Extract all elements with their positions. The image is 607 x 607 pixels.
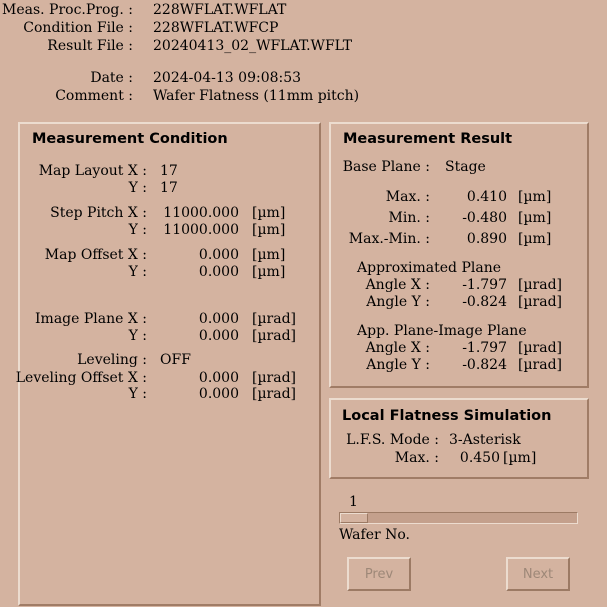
next-button-label: Next [522,566,554,582]
map-offset-x-label: Map Offset X : [44,247,147,263]
result-max-label: Max. : [385,189,430,205]
result-file-value: 20240413_02_WFLAT.WFLT [153,38,353,54]
image-plane-y-unit: [µrad] [252,328,297,344]
wafer-number-label: Wafer No. [339,527,411,543]
result-maxmin-unit: [µm] [518,231,552,247]
approx-angle-x-label: Angle X : [365,277,430,293]
comment-value: Wafer Flatness (11mm pitch) [153,88,360,104]
step-pitch-y-label: Y : [128,222,147,238]
condition-file-value: 228WFLAT.WFCP [153,20,279,36]
app-angle-x-unit: [µrad] [518,340,563,356]
lfs-max-label: Max. : [394,450,439,466]
result-min-value: -0.480 [462,210,507,226]
map-layout-y-label: Y : [128,180,147,196]
leveling-offset-x-value: 0.000 [198,370,239,386]
map-layout-x-value: 17 [160,163,178,179]
lfs-title: Local Flatness Simulation [342,408,552,424]
result-max-unit: [µm] [518,189,552,205]
approx-angle-x-value: -1.797 [462,277,507,293]
date-value: 2024-04-13 09:08:53 [153,70,302,86]
next-button[interactable] [506,557,570,591]
image-plane-x-label: Image Plane X : [35,311,147,327]
app-angle-y-unit: [µrad] [518,357,563,373]
map-offset-y-label: Y : [128,264,147,280]
result-max-value: 0.410 [466,189,507,205]
map-offset-y-unit: [µm] [252,264,286,280]
image-plane-x-value: 0.000 [198,311,239,327]
result-min-unit: [µm] [518,210,552,226]
meas-proc-prog-label: Meas. Proc.Prog. : [1,2,133,18]
app-angle-y-value: -0.824 [462,357,507,373]
wafer-number-value: 1 [349,494,358,510]
step-pitch-x-value: 11000.000 [163,205,239,221]
app-angle-x-value: -1.797 [462,340,507,356]
app-angle-x-label: Angle X : [365,340,430,356]
wafer-slider[interactable] [339,512,578,524]
leveling-label: Leveling : [77,352,147,368]
lfs-mode-value: 3-Asterisk [449,432,521,448]
approx-angle-x-unit: [µrad] [518,277,563,293]
lfs-max-value: 0.450 [459,450,500,466]
result-maxmin-label: Max.-Min. : [348,231,430,247]
approx-angle-y-value: -0.824 [462,294,507,310]
result-file-label: Result File : [47,38,133,54]
step-pitch-x-label: Step Pitch X : [50,205,147,221]
map-layout-x-label: Map Layout X : [38,163,147,179]
approx-angle-y-label: Angle Y : [366,294,430,310]
step-pitch-x-unit: [µm] [252,205,286,221]
prev-button-label: Prev [364,566,394,582]
condition-file-label: Condition File : [23,20,133,36]
base-plane-label: Base Plane : [342,159,430,175]
app-image-plane-title: App. Plane-Image Plane [357,323,527,339]
result-min-label: Min. : [388,210,430,226]
leveling-offset-x-label: Leveling Offset X : [15,370,147,386]
step-pitch-y-value: 11000.000 [163,222,239,238]
map-offset-x-value: 0.000 [198,247,239,263]
date-label: Date : [90,70,133,86]
lfs-max-unit: [µm] [503,450,537,466]
map-offset-x-unit: [µm] [252,247,286,263]
app-angle-y-label: Angle Y : [366,357,430,373]
approx-angle-y-unit: [µrad] [518,294,563,310]
map-layout-y-value: 17 [160,180,178,196]
prev-button[interactable] [347,557,411,591]
result-maxmin-value: 0.890 [466,231,507,247]
meas-proc-prog-value: 228WFLAT.WFLAT [153,2,287,18]
comment-label: Comment : [55,88,133,104]
step-pitch-y-unit: [µm] [252,222,286,238]
leveling-offset-y-unit: [µrad] [252,386,297,402]
measurement-result-title: Measurement Result [343,131,513,147]
approximated-plane-title: Approximated Plane [357,260,502,276]
wafer-slider-thumb[interactable] [340,513,368,523]
measurement-condition-title: Measurement Condition [32,131,228,147]
map-offset-y-value: 0.000 [198,264,239,280]
base-plane-value: Stage [445,159,486,175]
image-plane-y-value: 0.000 [198,328,239,344]
leveling-offset-y-label: Y : [128,386,147,402]
leveling-value: OFF [160,352,191,368]
image-plane-y-label: Y : [128,328,147,344]
image-plane-x-unit: [µrad] [252,311,297,327]
lfs-mode-label: L.F.S. Mode : [346,432,439,448]
leveling-offset-x-unit: [µrad] [252,370,297,386]
leveling-offset-y-value: 0.000 [198,386,239,402]
